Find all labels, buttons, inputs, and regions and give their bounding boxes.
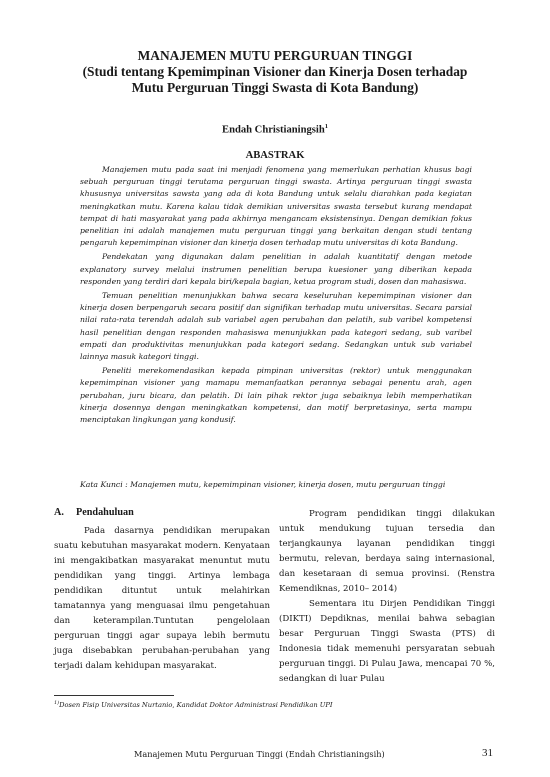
title-line-3: Mutu Perguruan Tinggi Swasta di Kota Bandung) xyxy=(131,80,419,95)
body-paragraph: Program pendidikan tinggi dilakukan untuk mendukung tujuan tersedia dan terjangkaunya layanan pendidikan tinggi bermutu, relevan, berdaya saing internasional, dan kesetaraan di semua provinsi. (Renstra Kemendiknas, 2010– 2014) xyxy=(279,509,495,594)
author-name: Endah Christianingsih xyxy=(222,124,325,136)
title-line-1: MANAJEMEN MUTU PERGURUAN TINGGI xyxy=(137,48,413,63)
running-footer: Manajemen Mutu Perguruan Tinggi (Endah Christianingsih) xyxy=(134,749,385,759)
abstract-paragraph: Pendekatan yang digunakan dalam penelitian in adalah kuantitatif dengan metode explanatory survey melalui instrumen penelitian berupa kuesioner yang diberikan kepada responden yang terdiri dari kepala biri/kepala bagian, ketua program studi, dosen dan mahasiswa. xyxy=(80,252,472,286)
article-title xyxy=(40,48,510,96)
abstract-paragraph: Manajemen mutu pada saat ini menjadi fenomena yang memerlukan perhatian khusus bagi sebuah perguruan tinggi terutama perguruan tinggi swasta. Artinya perguruan tinggi swasta khususnya universitas sawsta yang ada di kota Bandung untuk selalu diarahkan pada kegiatan meningkatkan mutu. Karena kalau tidak demikian universitas swasta tersebut kurang mendapat tempat di hati masyarakat yang pada akhirnya mengancam eksistensinya. Dengan demikian fokus penelitian ini adalah manajemen mutu perguruan tinggi yang berkaitan dengan studi tentang pengaruh kepemimpinan visioner dan kinerja dosen terhadap mutu universitas di kota Bandung. xyxy=(80,165,472,248)
footnote-divider xyxy=(54,695,174,696)
body-paragraph: Pada dasarnya pendidikan merupakan suatu kebutuhan masyarakat modern. Kenyataan ini mengakibatkan masyarakat menuntut mutu pendidikan yang tinggi. Artinya lembaga pendidikan dituntut untuk melahirkan tamatannya yang menguasai ilmu pengetahuan dan keterampilan.Tuntutan pengelolaan perguruan tinggi agar supaya lebih bermutu juga disebabkan perubahan-perubahan yang terjadi dalam kehidupan masyarakat. xyxy=(54,526,270,671)
title-line-2: (Studi tentang Kpemimpinan Visioner dan Kinerja Dosen terhadap xyxy=(82,64,468,79)
footnote-mark: 1) xyxy=(54,700,60,706)
section-number: A. xyxy=(54,507,64,518)
abstract-paragraph: Temuan penelitian menunjukkan bahwa secara keseluruhan kepemimpinan visioner dan kinerja dosen berpengaruh secara positif dan signifikan terhadap mutu universitas. Secara parsial nilai rata-rata terendah adalah sub variabel agen perubahan dan pelatih, sub varibel kompetensi hasil penelitian dengan responden mahasiswa menunjukkan pada kategori sedang, sub varibel empati dan produktivitas menunjukkan pada kategori sedang. Sedangkan untuk sub variabel lainnya masuk kategori tinggi. xyxy=(80,291,472,362)
footnote xyxy=(54,698,494,710)
abstract-paragraph: Peneliti merekomendasikan kepada pimpinan universitas (rektor) untuk menggunakan kepemimpinan visioner yang mamapu memanfaatkan perannya sebagai penentu arah, agen perubahan, juru bicara, dan pelatih. Di lain pihak rektor juga sebaiknya lebih memperhatikan kinerja dosennya dengan meningkatkan kompetensi, dan motif berpretasinya, serta mampu menciptakan lingkungan yang kondusif. xyxy=(80,366,472,425)
author-footnote-mark: 1 xyxy=(324,123,328,130)
abstract-body xyxy=(80,164,472,428)
right-column xyxy=(279,507,495,687)
section-heading xyxy=(54,507,270,521)
author-line xyxy=(40,123,510,136)
keywords: Kata Kunci : Manajemen mutu, kepemimpinan visioner, kinerja dosen, mutu perguruan tinggi xyxy=(80,480,446,489)
body-paragraph: Sementara itu Dirjen Pendidikan Tinggi (DIKTI) Depdiknas, menilai bahwa sebagian besar Perguruan Tinggi Swasta (PTS) di Indonesia tidak memenuhi persyaratan sebuah perguruan tinggi. Di Pulau Jawa, mencapai 70 %, sedangkan di luar Pulau xyxy=(279,599,495,684)
page-number: 31 xyxy=(482,747,493,759)
footnote-text: Dosen Fisip Universitas Nurtanio, Kandidat Doktor Administrasi Pendidikan UPI xyxy=(59,701,333,710)
left-column xyxy=(54,507,270,674)
section-title: Pendahuluan xyxy=(76,507,134,518)
abstract-heading: ABASTRAK xyxy=(245,150,305,161)
